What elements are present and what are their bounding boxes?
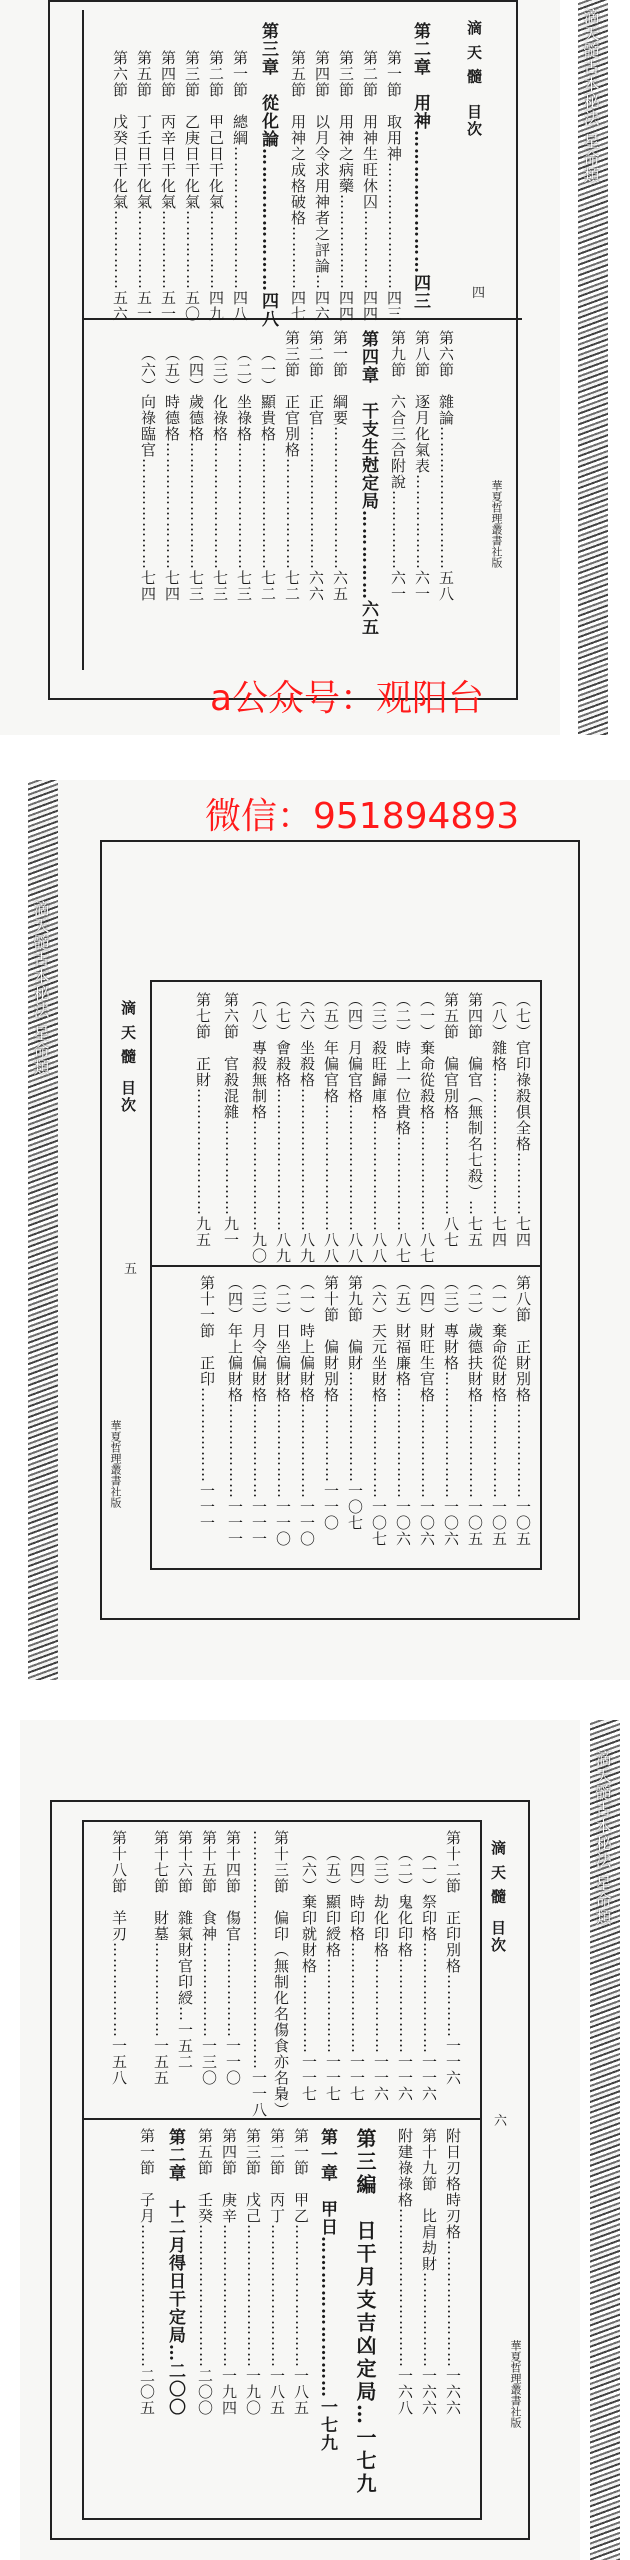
- wave-text: 滴天髓古本秘法 星命類: [581, 8, 600, 185]
- toc-entry: 第六節 官殺混雜………………九一: [222, 992, 240, 1248]
- page-number: 四: [472, 286, 486, 301]
- toc-entry: 第五節 用神之成格破格…………四七: [289, 50, 307, 322]
- toc-entry: 第三節 乙庚日干化氣……………五〇: [183, 50, 201, 322]
- toc-entry: 第一節 綱要………………………六五: [331, 330, 349, 602]
- toc-entry: （六）天元坐財格………………一〇七: [370, 1275, 388, 1547]
- toc-entry: （五）財福廉格…………………一〇六: [394, 1275, 412, 1547]
- toc-entry: （三）月令偏財格………………一一一: [250, 1275, 268, 1547]
- toc-entry: 第九節 六合三合附說……………六一: [389, 330, 407, 602]
- toc-entry: （一）祭印格…………………一一六: [420, 1846, 438, 2102]
- toc-entry: 第三節 戊己………………………一九〇: [244, 2128, 262, 2416]
- toc-entry: （三）專財格……………………一〇六: [442, 1275, 460, 1547]
- toc-entry: （二）鬼化印格………………一一六: [396, 1846, 414, 2102]
- toc-entry: （六）棄印就財格……………一一七: [300, 1846, 318, 2102]
- toc-entry: （六）坐殺格………………………八九: [298, 992, 316, 1264]
- wave-border-right: [590, 1720, 620, 2560]
- toc-entry: 第一節 取用神……………………四三: [385, 50, 403, 322]
- wave-text: 滴天髓古本秘法 星命類: [31, 900, 50, 1077]
- toc-entry: （一）時上偏財格………………一一〇: [298, 1275, 316, 1547]
- toc-entry: 第二節 丙丁………………………一八五: [268, 2128, 286, 2416]
- toc-entry: 第一章 甲日………………………一七九: [317, 2128, 337, 2452]
- toc-entry: （六）向祿臨官…………………七四: [139, 346, 157, 602]
- page-panel-1: [0, 0, 630, 735]
- toc-entry: （三）化祿格……………………七三: [211, 346, 229, 602]
- toc-entry: 第十節 偏財別格……………一一〇: [322, 1275, 340, 1531]
- toc-entry: 第六節 雜論………………………五八: [437, 330, 455, 602]
- toc-entry: 第一節 子月………………………二〇五: [138, 2128, 156, 2416]
- toc-entry: 第一節 甲乙………………………一八五: [292, 2128, 310, 2416]
- toc-entry: 第四節 庚辛………………………一九四: [220, 2128, 238, 2416]
- toc-entry: ………………………………………一一八: [250, 1830, 268, 2118]
- toc-entry: （三）劫化印格………………一一六: [372, 1846, 390, 2102]
- middle-rule: [82, 2118, 482, 2120]
- toc-entry: 附日刃格時刃格……………………一六六: [444, 2128, 462, 2416]
- toc-entry: （一）顯貴格……………………七二: [259, 346, 277, 602]
- toc-entry: 第十五節 食神………………一三〇: [200, 1830, 218, 2086]
- middle-rule: [150, 1265, 542, 1267]
- toc-entry: （七）官印祿殺俱全格…………七四: [514, 992, 532, 1248]
- toc-entry: 第二章 十二月得日干定局…二〇〇: [165, 2128, 185, 2416]
- toc-label: 目次: [119, 1080, 137, 1114]
- publisher-label: 華夏哲理叢書社版: [509, 2340, 522, 2428]
- toc-entry: 第二節 用神生旺休囚……………四四: [361, 50, 379, 322]
- book-title: 滴 天 髓: [465, 20, 483, 86]
- toc-entry: 第五節 壬癸………………………二〇〇: [196, 2128, 214, 2416]
- toc-entry: （八）雜格………………………七四: [490, 992, 508, 1248]
- toc-label: 目次: [489, 1920, 507, 1954]
- page-number: 五: [124, 1262, 138, 1277]
- toc-entry: 第三章 從化論……………………四八: [258, 22, 278, 328]
- toc-entry: 第十三節 偏印（無制化名傷食亦名梟）: [272, 1830, 290, 2118]
- book-title: 滴 天 髓: [489, 1840, 507, 1906]
- toc-entry: （二）歲德扶財格………………一〇五: [466, 1275, 484, 1547]
- toc-entry: 第十一節 正印………………一一一: [198, 1275, 216, 1531]
- toc-entry: 第七節 正財……………………九五: [194, 992, 212, 1248]
- wave-text: 滴天髓古本秘法 星命類: [593, 1750, 612, 1927]
- toc-entry: （二）時上一位貴格………………八七: [394, 992, 412, 1264]
- toc-entry: 第四章 干支生尅定局……………六五: [358, 330, 378, 636]
- toc-entry: 第五節 偏官別格………………八七: [442, 992, 460, 1248]
- page-panel-2: [0, 780, 630, 1680]
- book-title: 滴 天 髓: [119, 1000, 137, 1066]
- toc-entry: 第五節 丁壬日干化氣……………五一: [135, 50, 153, 322]
- left-rule: [82, 10, 84, 670]
- publisher-label: 華夏哲理叢書社版: [490, 480, 503, 568]
- toc-entry: （二）日坐偏財格………………一一〇: [274, 1275, 292, 1547]
- watermark-account: a公众号：观阳台: [210, 678, 485, 719]
- toc-entry: 第三節 正官別格…………………七二: [283, 330, 301, 602]
- toc-entry: 第十六節 雜氣財官印綬…一五二: [176, 1830, 194, 2070]
- toc-entry: （四）財旺生官格………………一〇六: [418, 1275, 436, 1547]
- wave-border-right: [578, 0, 608, 735]
- publisher-label: 華夏哲理叢書社版: [109, 1420, 122, 1508]
- toc-entry: （五）年偏官格……………………八八: [322, 992, 340, 1264]
- toc-entry: 附建祿祿格…………………………一六八: [396, 2128, 414, 2416]
- toc-entry: 第六節 戊癸日干化氣……………五六: [111, 50, 129, 322]
- page-panel-3: [0, 1720, 630, 2560]
- toc-entry: 第八節 逐月化氣表………………六一: [413, 330, 431, 602]
- toc-entry: 第三節 用神之病藥………………四四: [337, 50, 355, 322]
- toc-entry: 第十七節 財墓………………一五五: [152, 1830, 170, 2086]
- wave-border-left: [28, 780, 58, 1680]
- toc-entry: （八）專殺無制格…………………九〇: [250, 992, 268, 1264]
- toc-entry: 第一節 總綱………………………四八: [231, 50, 249, 322]
- toc-entry: （四）月偏官格……………………八八: [346, 992, 364, 1264]
- toc-entry: 第九節 偏財…………………一〇七: [346, 1275, 364, 1531]
- toc-entry: 第十八節 羊刃………………一五八: [110, 1830, 128, 2086]
- toc-label: 目次: [465, 104, 483, 138]
- toc-entry: 第四節 以月令求用神者之評論…四六: [313, 50, 331, 322]
- toc-entry: （一）棄命從殺格…………………八七: [418, 992, 436, 1264]
- toc-entry: （三）殺旺歸庫格…………………八八: [370, 992, 388, 1264]
- toc-entry: 第八節 正財別格………………一〇五: [514, 1275, 532, 1547]
- toc-entry: （五）時德格……………………七四: [163, 346, 181, 602]
- toc-entry: 第二章 用神……………………四三: [410, 22, 430, 310]
- toc-entry: （七）會殺格………………………八九: [274, 992, 292, 1264]
- toc-entry: （二）坐祿格……………………七三: [235, 346, 253, 602]
- toc-entry: 第十四節 傷官………………一一〇: [224, 1830, 242, 2086]
- toc-entry: 第三編 日干月支吉凶定局…一七九: [353, 2128, 377, 2496]
- watermark-wechat: 微信：951894893: [205, 796, 520, 837]
- toc-entry: （四）年上偏財格………………一一一: [226, 1275, 244, 1547]
- toc-entry: 第四節 偏官（無制名七殺）…七五: [466, 992, 484, 1248]
- toc-entry: （一）棄命從財格………………一〇五: [490, 1275, 508, 1547]
- toc-entry: 第四節 丙辛日干化氣……………五一: [159, 50, 177, 322]
- page-number: 六: [494, 2114, 508, 2129]
- toc-entry: 第十九節 比肩劫財………………一六六: [420, 2128, 438, 2416]
- toc-entry: （五）顯印綬格………………一一七: [324, 1846, 342, 2102]
- toc-entry: （四）時印格…………………一一七: [348, 1846, 366, 2102]
- toc-entry: 第二節 甲己日干化氣……………四九: [207, 50, 225, 322]
- toc-entry: 第十二節 正印別格…………一一六: [444, 1830, 462, 2086]
- toc-entry: （四）歲德格……………………七三: [187, 346, 205, 602]
- toc-entry: 第二節 正官………………………六六: [307, 330, 325, 602]
